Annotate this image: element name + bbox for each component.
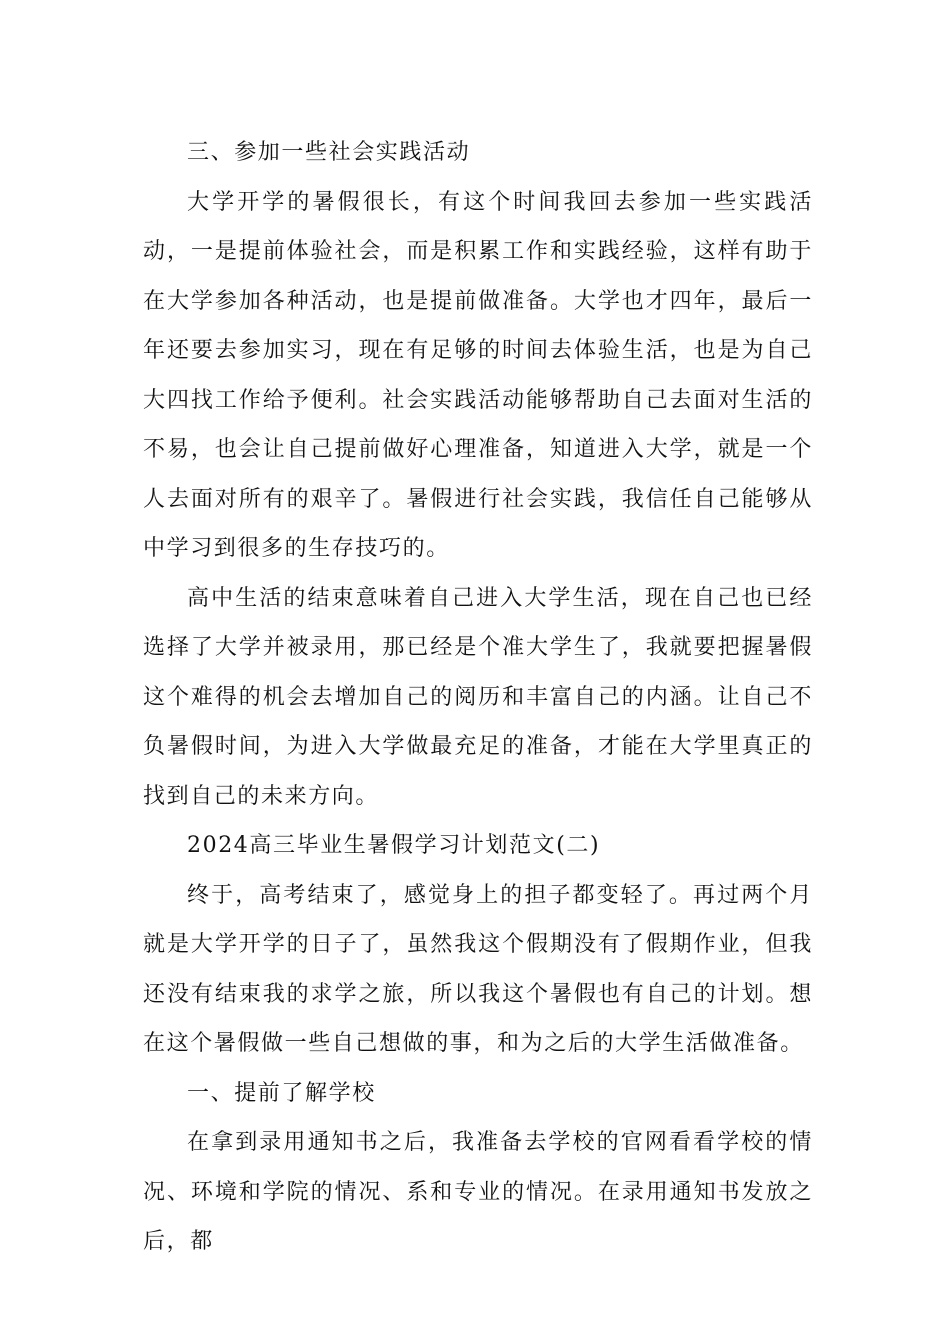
paragraph: 高中生活的结束意味着自己进入大学生活，现在自己也已经选择了大学并被录用，那已经是个准大学生了，我就要把握暑假这个难得的机会去增加自己的阅历和丰富自己的内涵。让自己不负暑假时间，为进入大学做最充足的准备，才能在大学里真正的找到自己的未来方向。	[143, 585, 813, 809]
document-body	[143, 128, 813, 1267]
paragraph: 大学开学的暑假很长，有这个时间我回去参加一些实践活动，一是提前体验社会，而是积累工作和实践经验，这样有助于在大学参加各种活动，也是提前做准备。大学也才四年，最后一年还要去参加实习，现在有足够的时间去体验生活，也是为自己大四找工作给予便利。社会实践活动能够帮助自己去面对生活的不易，也会让自己提前做好心理准备，知道进入大学，就是一个人去面对所有的艰辛了。暑假进行社会实践，我信任自己能够从中学习到很多的生存技巧的。	[143, 189, 813, 561]
paragraph: 终于，高考结束了，感觉身上的担子都变轻了。再过两个月就是大学开学的日子了，虽然我这个假期没有了假期作业，但我还没有结束我的求学之旅，所以我这个暑假也有自己的计划。想在这个暑假做一些自己想做的事，和为之后的大学生活做准备。	[143, 882, 813, 1056]
paragraph: 在拿到录用通知书之后，我准备去学校的官网看看学校的情况、环境和学院的情况、系和专业的情况。在录用通知书发放之后，都	[143, 1130, 813, 1254]
section-heading-understand-school: 一、提前了解学校	[187, 1080, 376, 1106]
document-subtitle: 2024高三毕业生暑假学习计划范文(二)	[187, 833, 601, 858]
section-heading-social-practice: 三、参加一些社会实践活动	[187, 140, 471, 165]
